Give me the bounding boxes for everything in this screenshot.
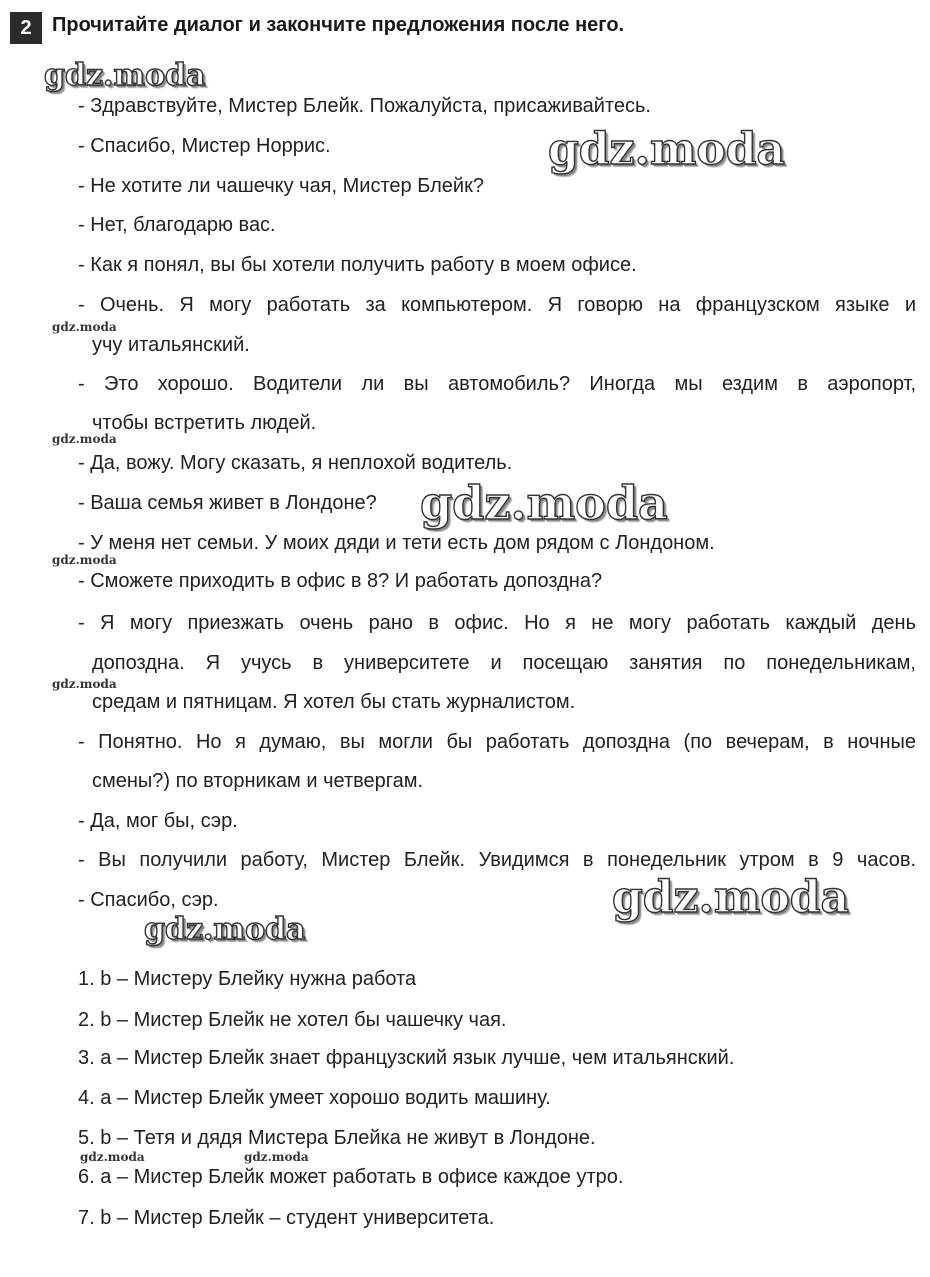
dialogue-line: - Это хорошо. Водители ли вы автомобиль? Иногда мы ездим в аэропорт, [78, 373, 916, 395]
dialogue-line: допоздна. Я учусь в университете и посещаю занятия по понедельникам, [92, 652, 916, 674]
dialogue-line: - Очень. Я могу работать за компьютером. Я говорю на французском языке и [78, 294, 916, 316]
answer-item: 1. b – Мистеру Блейку нужна работа [78, 968, 417, 990]
answer-item: 5. b – Тетя и дядя Мистера Блейка не живут в Лондоне. [78, 1127, 596, 1149]
dialogue-line: чтобы встретить людей. [92, 412, 317, 434]
watermark-large: gdz.moda [548, 124, 786, 175]
dialogue-line: учу итальянский. [92, 334, 250, 356]
task-number-badge: 2 [10, 12, 42, 44]
watermark-large: gdz.moda [44, 58, 206, 93]
answer-item: 3. a – Мистер Блейк знает французский язык лучше, чем итальянский. [78, 1047, 735, 1069]
dialogue-line: - Спасибо, Мистер Норрис. [78, 135, 331, 157]
answer-item: 7. b – Мистер Блейк – студент университета. [78, 1207, 495, 1229]
dialogue-line: - Ваша семья живет в Лондоне? [78, 492, 377, 514]
dialogue-line: - Вы получили работу, Мистер Блейк. Увидимся в понедельник утром в 9 часов. [78, 849, 916, 871]
watermark-small: gdz.moda [244, 1150, 309, 1164]
task-title: Прочитайте диалог и закончите предложения после него. [52, 14, 625, 36]
dialogue-line: - Я могу приезжать очень рано в офис. Но я не могу работать каждый день [78, 612, 916, 634]
dialogue-line: - Нет, благодарю вас. [78, 214, 276, 236]
dialogue-line: средам и пятницам. Я хотел бы стать журналистом. [92, 691, 576, 713]
watermark-small: gdz.moda [52, 432, 117, 446]
watermark-large: gdz.moda [144, 912, 306, 947]
dialogue-line: - Сможете приходить в офис в 8? И работать допоздна? [78, 570, 603, 592]
dialogue-line: - Здравствуйте, Мистер Блейк. Пожалуйста, присаживайтесь. [78, 95, 651, 117]
watermark-large: gdz.moda [420, 476, 668, 530]
watermark-large: gdz.moda [612, 872, 850, 923]
answer-item: 2. b – Мистер Блейк не хотел бы чашечку чая. [78, 1009, 507, 1031]
dialogue-line: - У меня нет семьи. У моих дяди и тети есть дом рядом с Лондоном. [78, 532, 715, 554]
dialogue-line: - Как я понял, вы бы хотели получить работу в моем офисе. [78, 254, 637, 276]
answer-item: 4. a – Мистер Блейк умеет хорошо водить машину. [78, 1087, 551, 1109]
dialogue-line: - Не хотите ли чашечку чая, Мистер Блейк? [78, 175, 484, 197]
dialogue-line: - Да, мог бы, сэр. [78, 810, 238, 832]
watermark-small: gdz.moda [52, 320, 117, 334]
dialogue-line: - Понятно. Но я думаю, вы могли бы работать допоздна (по вечерам, в ночные [78, 731, 916, 753]
dialogue-line: - Да, вожу. Могу сказать, я неплохой водитель. [78, 452, 513, 474]
watermark-small: gdz.moda [80, 1150, 145, 1164]
answer-item: 6. a – Мистер Блейк может работать в офисе каждое утро. [78, 1166, 624, 1188]
watermark-small: gdz.moda [52, 553, 117, 567]
dialogue-line: - Спасибо, сэр. [78, 889, 219, 911]
dialogue-line: смены?) по вторникам и четвергам. [92, 770, 424, 792]
watermark-small: gdz.moda [52, 677, 117, 691]
